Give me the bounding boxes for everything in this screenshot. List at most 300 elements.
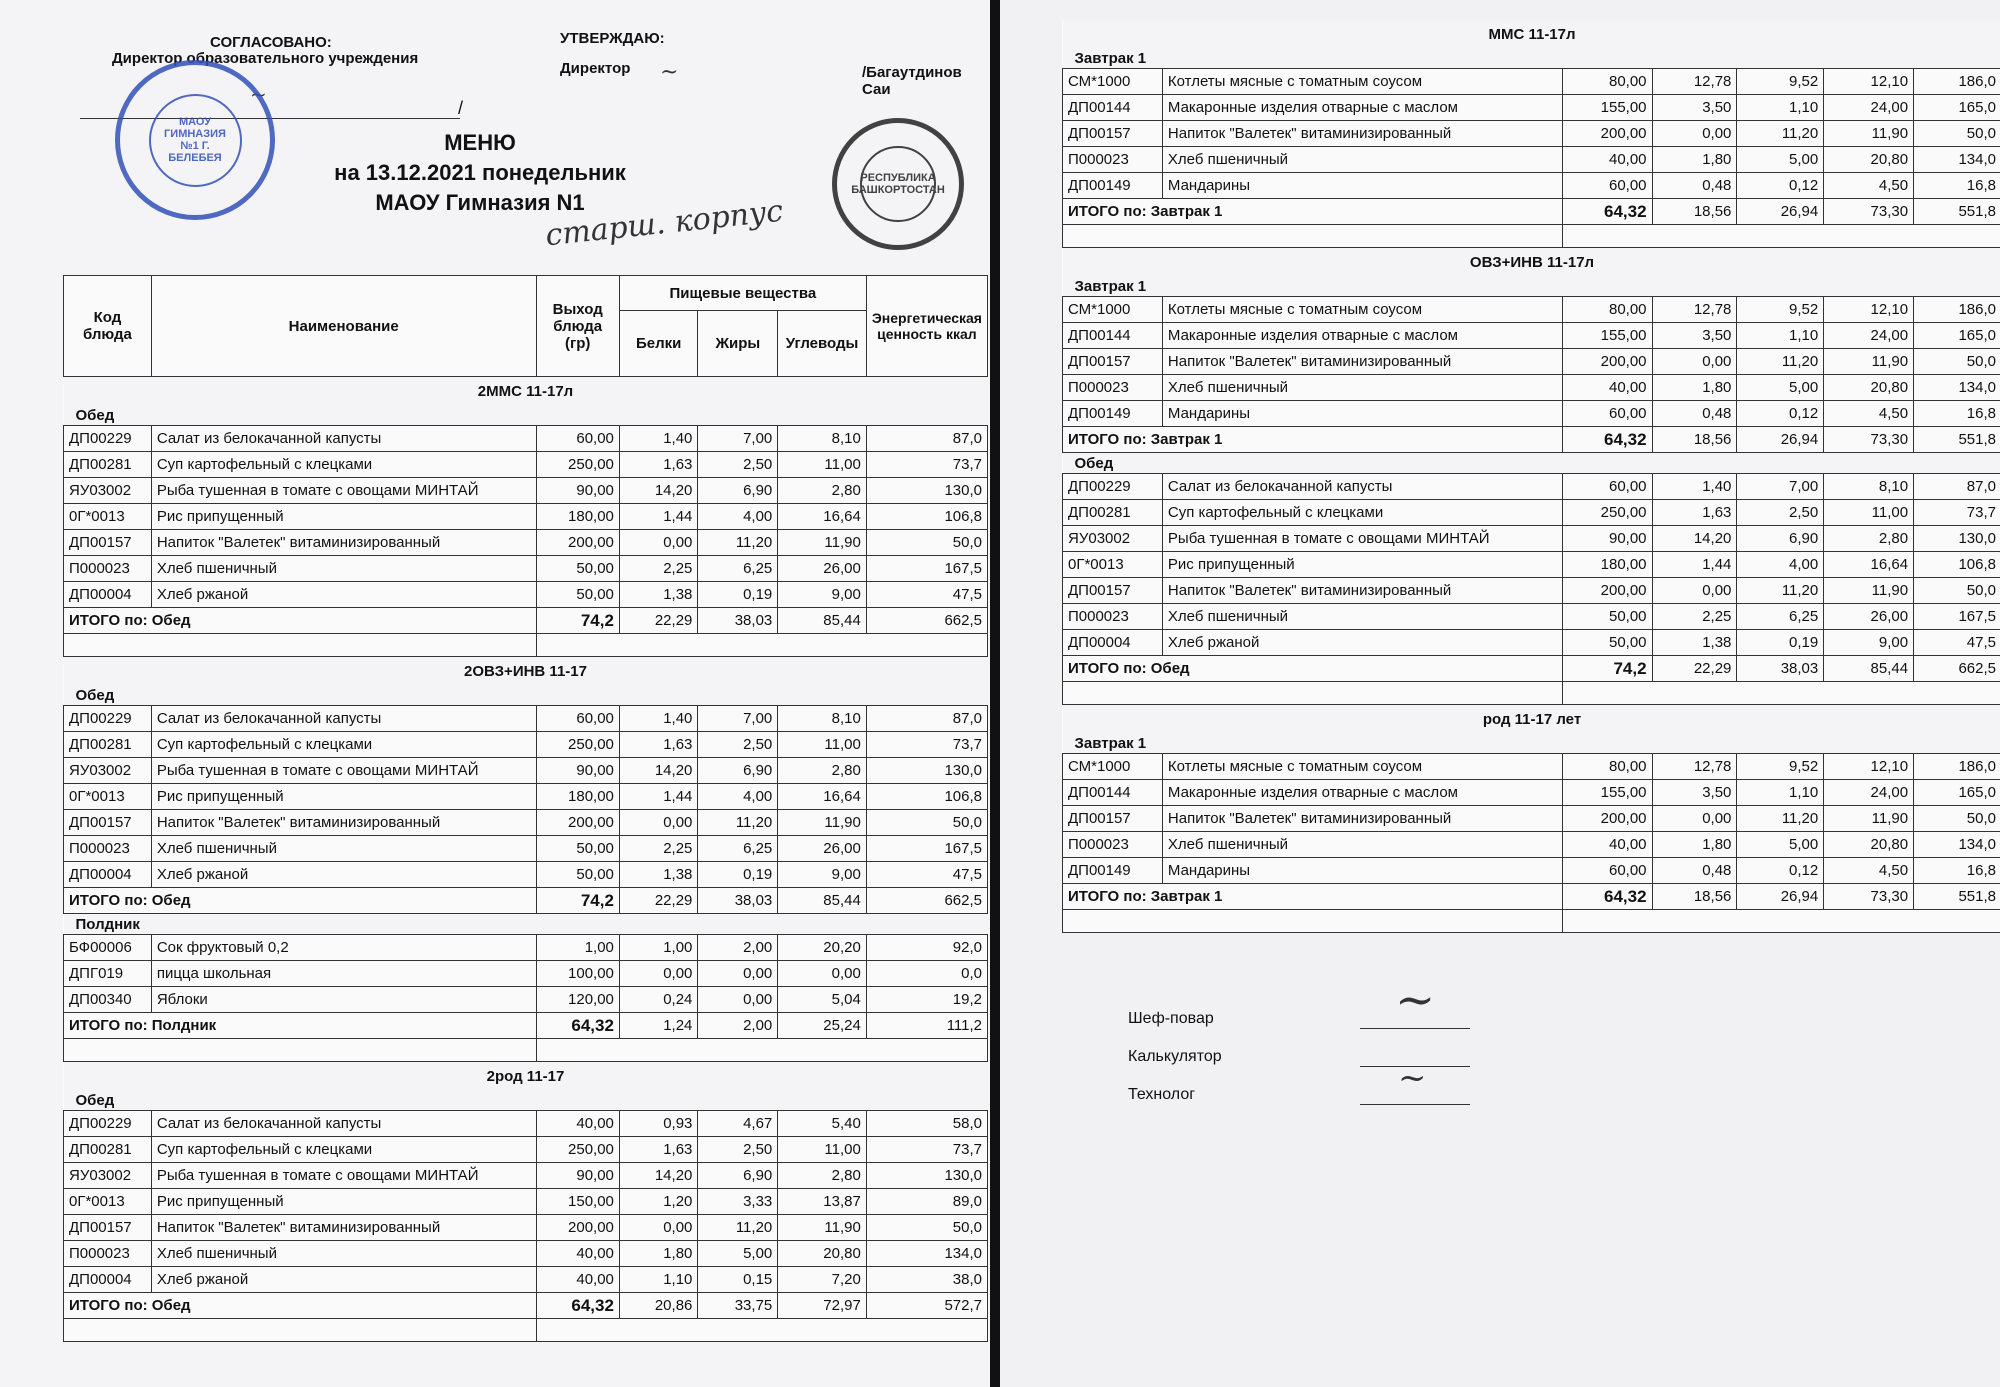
- total-row: [64, 1293, 988, 1319]
- col-code: Код блюда: [64, 276, 152, 377]
- table-row: [64, 836, 988, 862]
- chef-signature: ~: [1395, 972, 1436, 1028]
- blank-cell: [1063, 682, 1563, 705]
- total-row: [64, 1013, 988, 1039]
- total-carbs: 85,44: [778, 608, 867, 634]
- dish-code: ДП00340: [64, 987, 152, 1013]
- dish-code: П000023: [1063, 832, 1163, 858]
- director-signature: ~: [660, 60, 679, 85]
- dish-code: 0Г*0013: [64, 784, 152, 810]
- table-row: [64, 426, 988, 452]
- total-protein: 22,29: [619, 888, 697, 914]
- section-title-text: 2род 11-17: [64, 1062, 988, 1091]
- dish-code: ДП00004: [64, 862, 152, 888]
- dish-code: БФ00006: [64, 935, 152, 961]
- dish-energy: 73,7: [866, 1137, 987, 1163]
- dish-energy: 50,0: [866, 530, 987, 556]
- dish-fat: 6,90: [698, 758, 778, 784]
- dish-carbs: 4,50: [1824, 858, 1914, 884]
- dish-name: Рис припущенный: [151, 504, 536, 530]
- section-title: [1063, 705, 2000, 734]
- total-energy: 572,7: [866, 1293, 987, 1319]
- dish-fat: 4,67: [698, 1111, 778, 1137]
- dish-carbs: 11,90: [1824, 121, 1914, 147]
- dish-fat: 0,19: [1737, 630, 1824, 656]
- section-ovz: [1063, 248, 2000, 705]
- agreed-label: СОГЛАСОВАНО:: [210, 34, 332, 51]
- agreed-role: Директор образовательного учреждения: [112, 50, 419, 67]
- dish-fat: 4,00: [698, 504, 778, 530]
- dish-protein: 0,00: [1652, 121, 1737, 147]
- dish-name: Суп картофельный с клецками: [1162, 500, 1562, 526]
- dish-yield: 60,00: [536, 426, 619, 452]
- approve-label: УТВЕРЖДАЮ:: [560, 30, 665, 47]
- dish-carbs: 12,10: [1824, 754, 1914, 780]
- dish-name: Напиток "Валетек" витаминизированный: [151, 1215, 536, 1241]
- dish-yield: 50,00: [536, 556, 619, 582]
- dish-name: Хлеб пшеничный: [151, 1241, 536, 1267]
- blank-row: [1063, 225, 2000, 248]
- section-title: [64, 1062, 988, 1091]
- dish-code: П000023: [1063, 147, 1163, 173]
- dish-protein: 1,00: [619, 935, 697, 961]
- dish-name: Хлеб пшеничный: [1162, 375, 1562, 401]
- total-energy: 551,8: [1914, 884, 2000, 910]
- dish-yield: 200,00: [1562, 121, 1652, 147]
- total-carbs: 72,97: [778, 1293, 867, 1319]
- school-stamp: МАОУ ГИМНАЗИЯ №1 Г. БЕЛЕБЕЯ: [115, 60, 275, 220]
- total-protein: 18,56: [1652, 884, 1737, 910]
- table-row: [1063, 604, 2000, 630]
- dish-carbs: 9,00: [778, 582, 867, 608]
- total-label: ИТОГО по: Полдник: [64, 1013, 537, 1039]
- section-title-text: род 11-17 лет: [1063, 705, 2000, 734]
- dish-carbs: 26,00: [1824, 604, 1914, 630]
- dish-carbs: 11,90: [1824, 349, 1914, 375]
- dish-fat: 0,15: [698, 1267, 778, 1293]
- dish-name: Хлеб пшеничный: [151, 556, 536, 582]
- dish-energy: 87,0: [866, 706, 987, 732]
- table-row: [1063, 297, 2000, 323]
- dish-code: ЯУ03002: [64, 1163, 152, 1189]
- meal-title: [1063, 276, 2000, 297]
- total-yield: 64,32: [1562, 884, 1652, 910]
- dish-carbs: 11,00: [1824, 500, 1914, 526]
- table-row: [1063, 173, 2000, 199]
- table-row: [64, 1215, 988, 1241]
- dish-name: Хлеб пшеничный: [1162, 147, 1562, 173]
- table-row: [64, 732, 988, 758]
- dish-fat: 2,50: [698, 1137, 778, 1163]
- dish-name: Сок фруктовый 0,2: [151, 935, 536, 961]
- dish-yield: 80,00: [1562, 754, 1652, 780]
- dish-energy: 106,8: [866, 784, 987, 810]
- blank-row: [64, 634, 988, 657]
- dish-code: ДП00281: [64, 1137, 152, 1163]
- dish-name: Рис припущенный: [151, 784, 536, 810]
- dish-fat: 7,00: [698, 426, 778, 452]
- dish-fat: 3,33: [698, 1189, 778, 1215]
- section-title: [64, 377, 988, 406]
- dish-code: П000023: [64, 836, 152, 862]
- dish-yield: 40,00: [1562, 375, 1652, 401]
- dish-fat: 11,20: [698, 810, 778, 836]
- section-title-text: ОВЗ+ИНВ 11-17л: [1063, 248, 2000, 277]
- dish-name: Хлеб ржаной: [151, 862, 536, 888]
- dish-yield: 40,00: [1562, 832, 1652, 858]
- dish-energy: 19,2: [866, 987, 987, 1013]
- dish-name: Макаронные изделия отварные с маслом: [1162, 95, 1562, 121]
- dish-carbs: 9,00: [778, 862, 867, 888]
- dish-energy: 16,8: [1914, 173, 2000, 199]
- dish-protein: 1,40: [619, 706, 697, 732]
- menu-date: на 13.12.2021 понедельник: [334, 160, 626, 185]
- meal-title: [64, 405, 988, 426]
- dish-carbs: 20,80: [778, 1241, 867, 1267]
- dish-yield: 250,00: [536, 732, 619, 758]
- total-carbs: 25,24: [778, 1013, 867, 1039]
- dish-protein: 1,63: [619, 452, 697, 478]
- dish-yield: 200,00: [536, 530, 619, 556]
- table-row: [1063, 552, 2000, 578]
- total-fat: 38,03: [698, 888, 778, 914]
- dish-fat: 2,50: [1737, 500, 1824, 526]
- dish-code: ДП00157: [1063, 578, 1163, 604]
- dish-protein: 0,00: [1652, 806, 1737, 832]
- dish-yield: 50,00: [536, 582, 619, 608]
- dish-protein: 14,20: [619, 478, 697, 504]
- dish-code: ДПГ019: [64, 961, 152, 987]
- dish-code: ДП00281: [64, 732, 152, 758]
- dish-code: ЯУ03002: [1063, 526, 1163, 552]
- dish-energy: 106,8: [1914, 552, 2000, 578]
- dish-carbs: 11,90: [778, 530, 867, 556]
- section-title-text: 2ММС 11-17л: [64, 377, 988, 406]
- table-row: [1063, 95, 2000, 121]
- total-protein: 18,56: [1652, 199, 1737, 225]
- dish-fat: 9,52: [1737, 297, 1824, 323]
- dish-fat: 2,50: [698, 452, 778, 478]
- dish-yield: 100,00: [536, 961, 619, 987]
- dish-name: Хлеб ржаной: [151, 1267, 536, 1293]
- dish-code: ДП00157: [1063, 806, 1163, 832]
- dish-carbs: 8,10: [1824, 474, 1914, 500]
- table-row: [1063, 375, 2000, 401]
- total-yield: 64,32: [536, 1293, 619, 1319]
- section-title: [1063, 20, 2000, 48]
- dish-carbs: 0,00: [778, 961, 867, 987]
- dish-name: Хлеб пшеничный: [151, 836, 536, 862]
- table-row: [1063, 323, 2000, 349]
- dish-protein: 14,20: [1652, 526, 1737, 552]
- dish-protein: 0,00: [619, 1215, 697, 1241]
- dish-protein: 3,50: [1652, 323, 1737, 349]
- dish-energy: 165,0: [1914, 780, 2000, 806]
- dish-yield: 200,00: [1562, 349, 1652, 375]
- dish-name: Салат из белокачанной капусты: [151, 426, 536, 452]
- col-nutrients: Пищевые вещества: [619, 276, 866, 311]
- menu-school: МАОУ Гимназия N1: [375, 190, 585, 215]
- dish-code: ДП00157: [1063, 121, 1163, 147]
- col-fat: Жиры: [698, 311, 778, 377]
- total-yield: 64,32: [536, 1013, 619, 1039]
- total-label: ИТОГО по: Завтрак 1: [1063, 427, 1563, 453]
- total-label: ИТОГО по: Обед: [64, 888, 537, 914]
- dish-yield: 1,00: [536, 935, 619, 961]
- dish-name: Котлеты мясные с томатным соусом: [1162, 297, 1562, 323]
- dish-energy: 50,0: [1914, 578, 2000, 604]
- dish-carbs: 4,50: [1824, 401, 1914, 427]
- dish-code: ДП00144: [1063, 323, 1163, 349]
- dish-carbs: 13,87: [778, 1189, 867, 1215]
- dish-yield: 155,00: [1562, 323, 1652, 349]
- dish-fat: 5,00: [1737, 375, 1824, 401]
- dish-energy: 73,7: [866, 452, 987, 478]
- dish-energy: 134,0: [1914, 147, 2000, 173]
- dish-fat: 6,90: [698, 478, 778, 504]
- director-name: /Багаутдинов Саи: [862, 64, 962, 98]
- dish-protein: 1,80: [1652, 375, 1737, 401]
- total-energy: 551,8: [1914, 427, 2000, 453]
- dish-carbs: 24,00: [1824, 95, 1914, 121]
- dish-energy: 186,0: [1914, 69, 2000, 95]
- dish-code: ДП00281: [64, 452, 152, 478]
- dish-energy: 73,7: [1914, 500, 2000, 526]
- dish-protein: 12,78: [1652, 297, 1737, 323]
- dish-fat: 9,52: [1737, 754, 1824, 780]
- dish-carbs: 20,80: [1824, 147, 1914, 173]
- menu-table-left: [63, 275, 988, 1342]
- dish-code: ДП00004: [1063, 630, 1163, 656]
- dish-energy: 47,5: [866, 582, 987, 608]
- tech-label: Технолог: [1128, 1086, 1196, 1103]
- total-fat: 33,75: [698, 1293, 778, 1319]
- dish-carbs: 11,00: [778, 452, 867, 478]
- dish-fat: 6,90: [1737, 526, 1824, 552]
- blank-cell: [1063, 910, 1563, 933]
- dish-energy: 50,0: [1914, 806, 2000, 832]
- table-row: [1063, 780, 2000, 806]
- dish-name: Рыба тушенная в томате с овощами МИНТАЙ: [151, 1163, 536, 1189]
- blank-cell: [64, 1319, 537, 1342]
- table-row: [1063, 69, 2000, 95]
- total-label: ИТОГО по: Обед: [1063, 656, 1563, 682]
- dish-protein: 14,20: [619, 758, 697, 784]
- dish-protein: 0,00: [1652, 349, 1737, 375]
- section-2rod: [64, 1062, 988, 1342]
- dish-code: СМ*1000: [1063, 297, 1163, 323]
- total-row: [1063, 199, 2000, 225]
- dish-fat: 0,12: [1737, 173, 1824, 199]
- table-row: [64, 1163, 988, 1189]
- dish-name: Рыба тушенная в томате с овощами МИНТАЙ: [1162, 526, 1562, 552]
- table-row: [64, 961, 988, 987]
- dish-code: П000023: [64, 1241, 152, 1267]
- dish-energy: 47,5: [866, 862, 987, 888]
- dish-fat: 0,12: [1737, 401, 1824, 427]
- menu-title: МЕНЮ: [444, 130, 516, 155]
- section-title-text: 2ОВЗ+ИНВ 11-17: [64, 657, 988, 686]
- dish-protein: 1,44: [1652, 552, 1737, 578]
- dish-fat: 4,00: [1737, 552, 1824, 578]
- dish-protein: 0,48: [1652, 858, 1737, 884]
- dish-code: ДП00144: [1063, 95, 1163, 121]
- table-row: [1063, 401, 2000, 427]
- dish-yield: 40,00: [1562, 147, 1652, 173]
- dish-carbs: 26,00: [778, 556, 867, 582]
- dish-fat: 5,00: [1737, 832, 1824, 858]
- table-row: [64, 452, 988, 478]
- total-protein: 20,86: [619, 1293, 697, 1319]
- blank-cell: [1063, 225, 1563, 248]
- dish-carbs: 2,80: [1824, 526, 1914, 552]
- table-row: [64, 706, 988, 732]
- total-label: ИТОГО по: Обед: [64, 608, 537, 634]
- dish-yield: 80,00: [1562, 69, 1652, 95]
- table-row: [64, 582, 988, 608]
- col-name: Наименование: [151, 276, 536, 377]
- dish-protein: 1,40: [619, 426, 697, 452]
- dish-name: Суп картофельный с клецками: [151, 452, 536, 478]
- table-row: [1063, 500, 2000, 526]
- dish-fat: 2,00: [698, 935, 778, 961]
- dish-name: Макаронные изделия отварные с маслом: [1162, 780, 1562, 806]
- dish-fat: 7,00: [698, 706, 778, 732]
- dish-fat: 6,25: [1737, 604, 1824, 630]
- dish-carbs: 26,00: [778, 836, 867, 862]
- dish-name: Рыба тушенная в томате с овощами МИНТАЙ: [151, 478, 536, 504]
- dish-protein: 1,44: [619, 784, 697, 810]
- dish-energy: 0,0: [866, 961, 987, 987]
- dish-code: ДП00004: [64, 582, 152, 608]
- dish-name: пицца школьная: [151, 961, 536, 987]
- dish-code: ЯУ03002: [64, 758, 152, 784]
- dish-energy: 92,0: [866, 935, 987, 961]
- agreed-signature: ~: [250, 82, 267, 106]
- dish-code: ДП00157: [64, 1215, 152, 1241]
- table-row: [64, 1241, 988, 1267]
- dish-name: Напиток "Валетек" витаминизированный: [1162, 349, 1562, 375]
- dish-code: П000023: [64, 556, 152, 582]
- dish-code: ДП00157: [1063, 349, 1163, 375]
- dish-protein: 0,00: [619, 961, 697, 987]
- dish-code: П000023: [1063, 375, 1163, 401]
- dish-carbs: 20,20: [778, 935, 867, 961]
- dish-energy: 50,0: [866, 1215, 987, 1241]
- dish-yield: 155,00: [1562, 95, 1652, 121]
- table-row: [1063, 121, 2000, 147]
- dish-energy: 130,0: [866, 1163, 987, 1189]
- dish-fat: 11,20: [1737, 806, 1824, 832]
- dish-energy: 38,0: [866, 1267, 987, 1293]
- chef-label: Шеф-повар: [1128, 1010, 1214, 1027]
- dish-yield: 120,00: [536, 987, 619, 1013]
- meal-title-text: Обед: [64, 1090, 988, 1111]
- dish-name: Напиток "Валетек" витаминизированный: [1162, 806, 1562, 832]
- blank-row: [1063, 682, 2000, 705]
- total-energy: 551,8: [1914, 199, 2000, 225]
- dish-energy: 167,5: [866, 556, 987, 582]
- total-protein: 22,29: [619, 608, 697, 634]
- dish-code: ДП00004: [64, 1267, 152, 1293]
- dish-energy: 186,0: [1914, 297, 2000, 323]
- table-row: [1063, 806, 2000, 832]
- dish-fat: 0,19: [698, 582, 778, 608]
- dish-energy: 89,0: [866, 1189, 987, 1215]
- dish-protein: 12,78: [1652, 69, 1737, 95]
- dish-code: 0Г*0013: [1063, 552, 1163, 578]
- dish-energy: 87,0: [1914, 474, 2000, 500]
- blank-cell: [64, 634, 537, 657]
- dish-carbs: 11,90: [778, 810, 867, 836]
- dish-yield: 250,00: [1562, 500, 1652, 526]
- dish-protein: 2,25: [1652, 604, 1737, 630]
- dish-name: Напиток "Валетек" витаминизированный: [1162, 578, 1562, 604]
- dish-yield: 40,00: [536, 1241, 619, 1267]
- dish-fat: 0,19: [698, 862, 778, 888]
- dish-yield: 180,00: [536, 784, 619, 810]
- dish-protein: 1,63: [619, 732, 697, 758]
- table-row: [64, 1111, 988, 1137]
- total-protein: 22,29: [1652, 656, 1737, 682]
- section-2mms: [64, 377, 988, 657]
- total-protein: 1,24: [619, 1013, 697, 1039]
- total-protein: 18,56: [1652, 427, 1737, 453]
- total-carbs: 85,44: [778, 888, 867, 914]
- dish-yield: 90,00: [1562, 526, 1652, 552]
- dish-yield: 60,00: [1562, 474, 1652, 500]
- meal-title: [1063, 48, 2000, 69]
- dish-energy: 130,0: [866, 758, 987, 784]
- meal-title-text: Обед: [1063, 453, 2000, 474]
- dish-yield: 90,00: [536, 1163, 619, 1189]
- dish-energy: 47,5: [1914, 630, 2000, 656]
- meal-title: [64, 914, 988, 935]
- meal-title: [1063, 453, 2000, 474]
- dish-yield: 50,00: [1562, 630, 1652, 656]
- total-label: ИТОГО по: Завтрак 1: [1063, 199, 1563, 225]
- dish-carbs: 24,00: [1824, 780, 1914, 806]
- blank-row: [64, 1039, 988, 1062]
- total-row: [1063, 427, 2000, 453]
- dish-fat: 11,20: [1737, 578, 1824, 604]
- dish-fat: 11,20: [1737, 349, 1824, 375]
- total-row: [64, 608, 988, 634]
- table-row: [64, 1189, 988, 1215]
- meal-title-text: Обед: [64, 685, 988, 706]
- table-row: [64, 556, 988, 582]
- total-carbs: 73,30: [1824, 427, 1914, 453]
- dish-code: ДП00149: [1063, 401, 1163, 427]
- dish-fat: 7,00: [1737, 474, 1824, 500]
- dish-carbs: 12,10: [1824, 297, 1914, 323]
- total-energy: 662,5: [866, 608, 987, 634]
- total-fat: 26,94: [1737, 427, 1824, 453]
- dish-energy: 16,8: [1914, 401, 2000, 427]
- dish-fat: 0,00: [698, 987, 778, 1013]
- dish-name: Мандарины: [1162, 858, 1562, 884]
- dish-yield: 60,00: [1562, 173, 1652, 199]
- dish-energy: 167,5: [866, 836, 987, 862]
- dish-carbs: 7,20: [778, 1267, 867, 1293]
- table-row: [64, 862, 988, 888]
- col-energy: Энергетическая ценность ккал: [866, 276, 987, 377]
- dish-yield: 250,00: [536, 452, 619, 478]
- table-row: [1063, 832, 2000, 858]
- dish-protein: 0,00: [619, 530, 697, 556]
- dish-carbs: 5,04: [778, 987, 867, 1013]
- dish-yield: 50,00: [536, 836, 619, 862]
